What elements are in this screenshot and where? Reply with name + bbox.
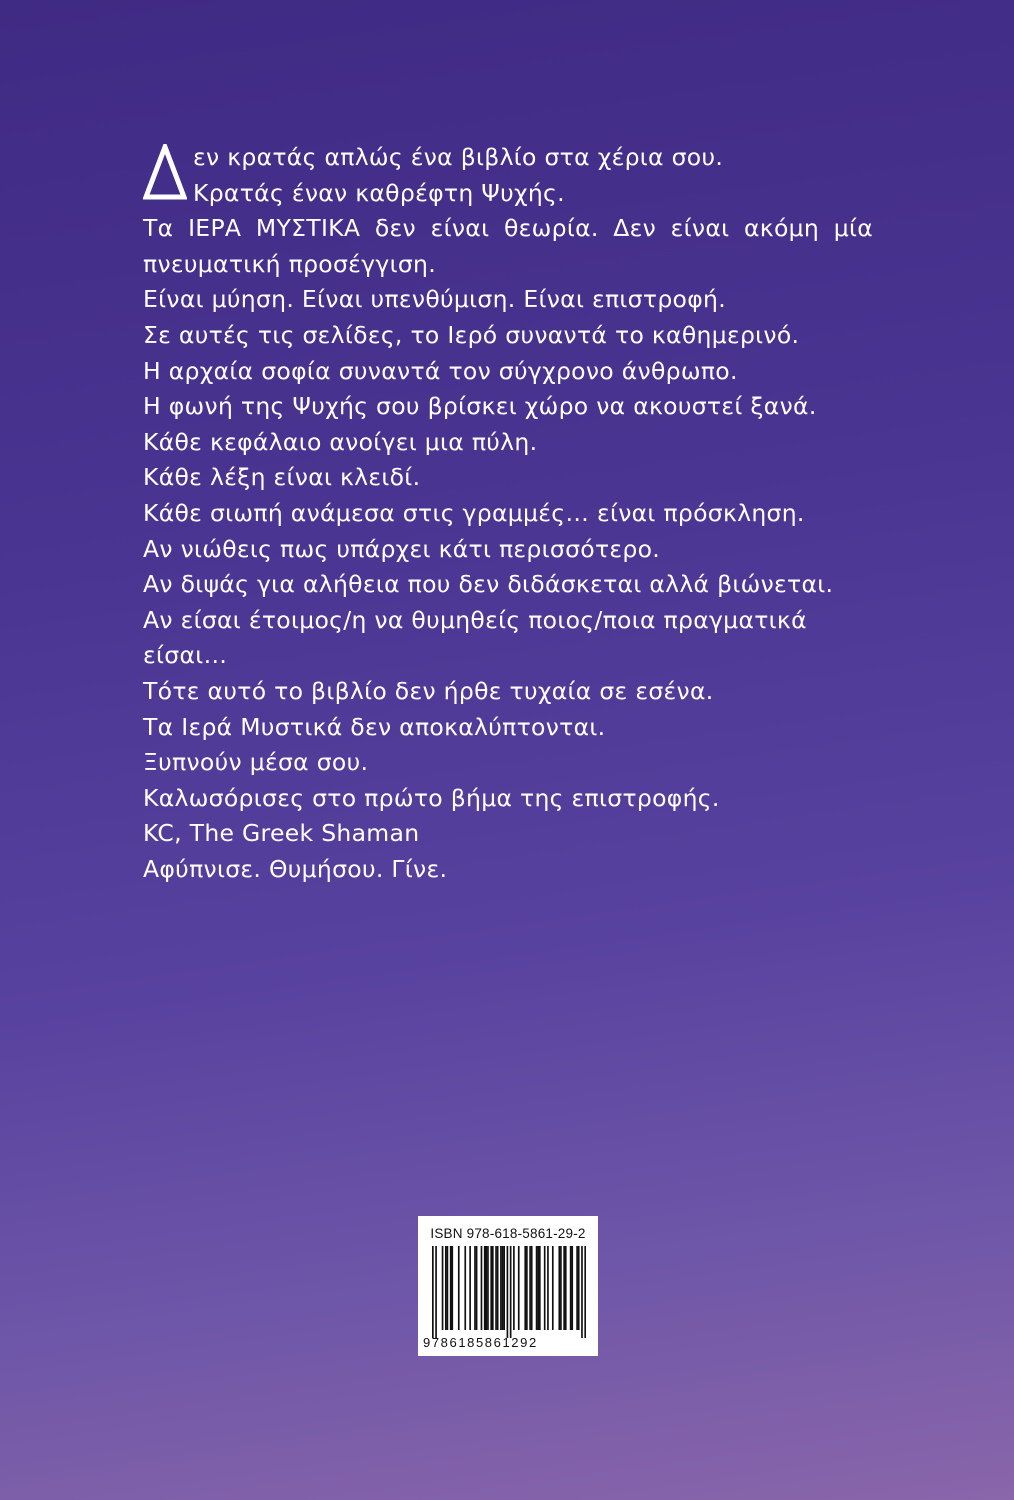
blurb-line-10: Κάθε λέξη είναι κλειδί. [143,463,421,492]
barcode-bar [531,1246,533,1330]
barcode-bar [571,1246,573,1330]
barcode-bar [450,1246,452,1330]
barcode-bar [445,1246,447,1330]
barcode-bar [584,1246,586,1338]
barcode-bar [518,1246,520,1330]
barcode-bar [539,1246,541,1330]
barcode-bar [458,1246,460,1330]
barcode-bar [536,1246,538,1330]
barcode-bar [500,1246,502,1330]
barcode-bars [432,1246,586,1338]
barcode-bar [464,1246,466,1330]
barcode-bar [570,1246,572,1330]
blurb-line-8: Η φωνή της Ψυχής σου βρίσκει χώρο να ακουστεί ξανά. [143,392,817,421]
blurb-line-9: Κάθε κεφάλαιο ανοίγει μια πύλη. [143,427,538,456]
barcode-bar [435,1246,437,1338]
barcode-bar [565,1246,567,1330]
barcode-bar [484,1246,486,1330]
blurb-line-2: Κρατάς έναν καθρέφτη Ψυχής. [193,178,565,207]
barcode-bar [578,1246,580,1330]
barcode-bar [537,1246,539,1330]
ean-digits: 9786185861292 [423,1335,538,1350]
blurb-text [143,140,873,887]
blurb-line-1: εν κρατάς απλώς ένα βιβλίο στα χέρια σου. [193,143,724,171]
blurb-line-15: είσαι… [143,641,228,670]
barcode-bar [576,1246,578,1330]
closing-line: Αφύπνισε. Θυμήσου. Γίνε. [143,854,448,883]
barcode-bar [513,1246,515,1330]
barcode-bar [447,1246,449,1330]
barcode-bar [497,1246,499,1330]
barcode-bar [451,1246,453,1330]
author-signature: KC, The Greek Shaman [143,819,420,848]
barcode-bar [492,1246,494,1330]
barcode-bar [502,1246,504,1330]
blurb-line-3: Τα ΙΕΡΑ ΜΥΣΤΙΚΑ δεν είναι θεωρία. Δεν είναι ακόμη μία [143,214,873,243]
blurb-line-5: Είναι μύηση. Είναι υπενθύμιση. Είναι επιστροφή. [143,285,726,314]
barcode-bar [529,1246,531,1330]
barcode-bar [552,1246,554,1330]
barcode-bar [563,1246,565,1330]
barcode-bar [503,1246,505,1330]
barcode-bar [495,1246,497,1330]
blurb-line-18: Ξυπνούν μέσα σου. [143,748,369,777]
barcode-bar [432,1246,434,1338]
barcode-bar [469,1246,471,1330]
isbn-label: ISBN 978-618-5861-29-2 [430,1226,586,1241]
barcode-bar [510,1246,512,1338]
barcode-bar [474,1246,476,1330]
barcode-bar [558,1246,560,1330]
drop-cap-delta [143,144,187,200]
blurb-line-14: Αν είσαι έτοιμος/η να θυμηθείς ποιος/ποια πραγματικά [143,605,807,634]
blurb-line-7: Η αρχαία σοφία συναντά τον σύγχρονο άνθρωπο. [143,356,738,385]
barcode-bar [526,1246,528,1330]
barcode-bar [547,1246,549,1330]
barcode-bar [560,1246,562,1330]
blurb-line-6: Σε αυτές τις σελίδες, το Ιερό συναντά το καθημερινό. [143,320,800,349]
blurb-line-11: Κάθε σιωπή ανάμεσα στις γραμμές… είναι πρόσκληση. [143,498,805,527]
blurb-line-17: Τα Ιερά Μυστικά δεν αποκαλύπτονται. [143,712,606,741]
barcode-bar [442,1246,444,1330]
blurb-line-19: Καλωσόρισες στο πρώτο βήμα της επιστροφής. [143,783,720,812]
blurb-line-12: Αν νιώθεις πως υπάρχει κάτι περισσότερο. [143,534,661,563]
opening-paragraph [143,140,873,211]
isbn-barcode [418,1216,598,1356]
barcode-bar [581,1246,583,1338]
blurb-line-13: Αν διψάς για αλήθεια που δεν διδάσκεται αλλά βιώνεται. [143,570,834,599]
barcode-bar [481,1246,483,1330]
barcode-bar [476,1246,478,1330]
barcode-bar [507,1246,509,1338]
blurb-line-16: Τότε αυτό το βιβλίο δεν ήρθε τυχαία σε εσένα. [143,676,714,705]
barcode-bar [487,1246,489,1330]
barcode-bar [490,1246,492,1330]
barcode-bar [524,1246,526,1330]
barcode-bar [544,1246,546,1330]
barcode-bar [485,1246,487,1330]
blurb-line-4: πνευματική προσέγγιση. [143,249,436,278]
